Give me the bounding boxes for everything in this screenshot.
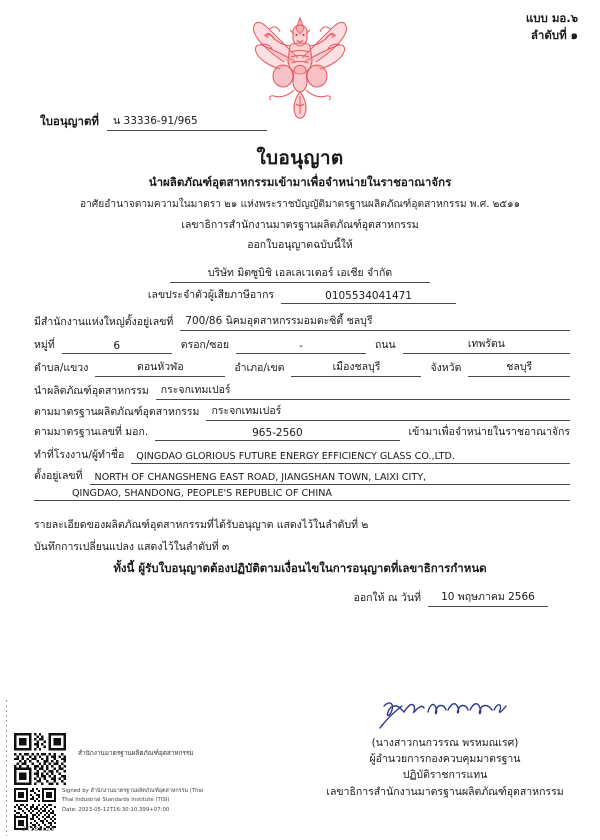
product-standard-label: ตามมาตรฐานผลิตภัณฑ์อุตสาหกรรม [34,406,200,418]
product-standard-value: กระจกเทมเปอร์ [206,402,570,421]
issue-date-value: 10 พฤษภาคม 2566 [428,588,548,607]
soi-value: - [236,340,366,354]
factory-address-row-2 [34,488,570,501]
page-title: ใบอนุญาต [256,147,344,169]
tis-number-label: ตามมาตรฐานเลขที่ มอก. [34,426,149,438]
document-serial-number: 2T185c29 [22,826,55,833]
moo-label: หมู่ที่ [34,339,55,351]
factory-address-line1: NORTH OF CHANGSHENG EAST ROAD, JIANGSHAN TOWN, LAIXI CITY, [90,472,570,485]
moo-value: 6 [62,340,172,354]
page-edge-marker [6,700,7,836]
import-product-label: นำผลิตภัณฑ์อุตสาหกรรม [34,385,149,397]
factory-address-line2: QINGDAO, SHANDONG, PEOPLE'S REPUBLIC OF CHINA [34,488,570,501]
import-product-row [34,381,570,400]
license-number-label: ใบอนุญาตที่ [40,114,99,128]
signer-position: ผู้อำนวยการกองควบคุมมาตรฐาน [369,753,521,765]
licensee-company-name: บริษัท มิตซูบิชิ เอลเลเวเตอร์ เอเชีย จำกัด [170,264,430,283]
issue-date-row [354,588,548,607]
province-value: ชลบุรี [468,358,570,377]
factory-address-row-1 [34,467,570,485]
annex-detail-note: รายละเอียดของผลิตภัณฑ์อุตสาหกรรมที่ได้รับอนุญาต แสดงไว้ในลำดับที่ ๒ [34,519,369,531]
road-value: เทพรัตน [403,335,570,354]
tis-number-row [34,423,570,441]
import-purpose-text: เข้ามาเพื่อจำหน่ายในราชอาณาจักร [408,426,570,438]
factory-name-value: QINGDAO GLORIOUS FUTURE ENERGY EFFICIENCY GLASS CO.,LTD. [131,451,570,464]
issue-date-label: ออกให้ ณ วันที่ [353,592,421,604]
hq-address-row [34,312,570,331]
district-value: เมืองชลบุรี [291,358,421,377]
factory-name-row [34,446,570,464]
import-product-value: กระจกเทมเปอร์ [156,381,570,400]
signer-acting-note: ปฏิบัติราชการแทน [402,769,488,782]
signer-on-behalf-of: เลขาธิการสำนักงานมาตรฐานผลิตภัณฑ์อุตสาหกรรม [326,785,564,798]
digital-signature-metadata [62,787,203,815]
tis-number-value: 965-2560 [155,427,399,441]
license-condition-note: ทั้งนี้ ผู้รับใบอนุญาตต้องปฏิบัติตามเงื่อนไขในการอนุญาตที่เลขาธิการกำหนด [113,561,487,575]
road-label: ถนน [375,339,396,351]
address-detail-row-1 [34,335,570,354]
digital-signature-institute: Thai Industrial Standards Institute (TISI) [62,797,170,804]
issue-statement-text: ออกใบอนุญาตฉบับนี้ให้ [247,239,353,251]
licensee-company-row [0,264,600,283]
tax-id-value: 0105534041471 [281,290,456,304]
form-code: แบบ มอ.๖ [525,11,578,25]
factory-name-label: ทำที่โรงงาน/ผู้ทำชื่อ [34,449,125,461]
soi-label: ตรอก/ซอย [180,339,230,351]
digital-signature-signer: Signed by สำนักงานมาตรฐานผลิตภัณฑ์อุตสาหกรรม (Thai [62,788,204,794]
subdistrict-label: ตำบล/แขวง [34,362,89,374]
tax-id-label: เลขประจำตัวผู้เสียภาษีอากร [147,289,275,301]
form-sequence: ลำดับที่ ๑ [530,28,578,43]
address-detail-row-2 [34,358,570,377]
product-standard-row [34,402,570,421]
province-label: จังหวัด [430,362,462,374]
issuing-authority-text: เลขาธิการสำนักงานมาตรฐานผลิตภัณฑ์อุตสาหกรรม [181,219,419,231]
district-label: อำเภอ/เขต [234,362,285,374]
digital-signature-date: Date: 2023-05-12T16:30:10.399+07:00 [62,806,170,813]
hq-address-value: 700/86 นิคมอุตสาหกรรมอมตะซิตี้ ชลบุรี [180,312,570,331]
license-number-value: น 33336-91/965 [107,112,267,131]
hq-address-label: มีสำนักงานแห่งใหญ่ตั้งอยู่เลขที่ [34,316,174,328]
signature-block [300,698,590,800]
garuda-emblem [0,12,600,120]
legal-basis-text: อาศัยอำนาจตามความในมาตรา ๒๑ แห่งพระราชบัญญัติมาตรฐานผลิตภัณฑ์อุตสาหกรรม พ.ศ. ๒๕๑๑ [79,199,521,210]
qr-code-primary [14,733,66,789]
document-subtitle: นำผลิตภัณฑ์อุตสาหกรรมเข้ามาเพื่อจำหน่ายในราชอาณาจักร [148,175,452,189]
subdistrict-value: ดอนหัวฬ่อ [95,358,225,377]
handwritten-signature-icon [300,698,590,732]
factory-address-label: ตั้งอยู่เลขที่ [34,470,83,482]
signer-name: (นางสาวกนกวรรณ พรหมณเรศ) [371,737,519,749]
tax-id-row [34,286,570,304]
annex-change-note: บันทึกการเปลี่ยนแปลง แสดงไว้ในลำดับที่ ๓ [34,541,230,553]
qr-caption-text: สำนักงานมาตรฐานผลิตภัณฑ์อุตสาหกรรม [78,749,194,757]
license-number-row [40,112,267,131]
